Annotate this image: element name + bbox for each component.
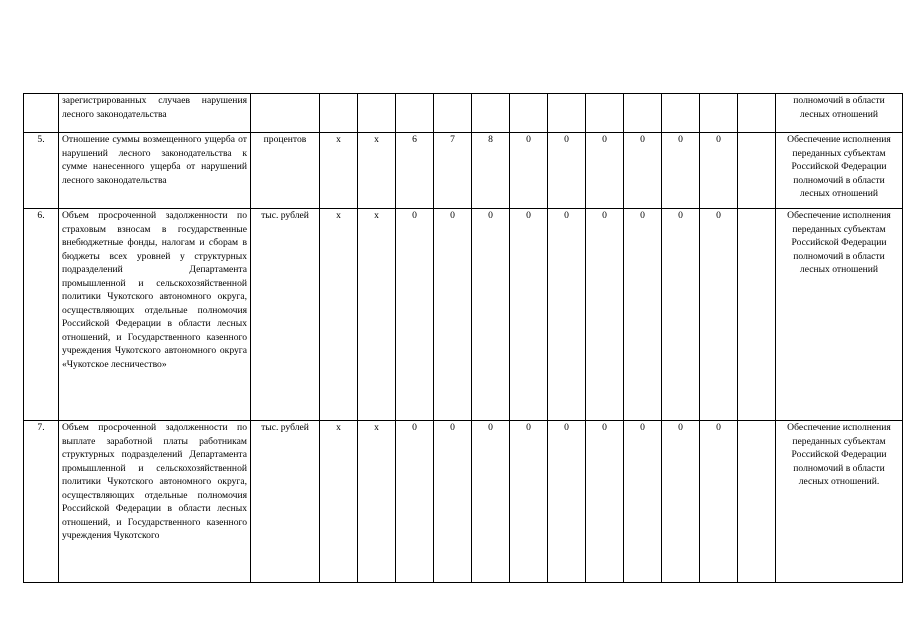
table-row xyxy=(24,133,903,209)
value-cell: х xyxy=(358,209,396,421)
value-cell xyxy=(662,94,700,133)
value-cell: 0 xyxy=(586,133,624,209)
value-cell: 0 xyxy=(700,133,738,209)
value-cell: х xyxy=(320,421,358,583)
value-cell: 0 xyxy=(548,209,586,421)
value-cell xyxy=(472,94,510,133)
unit-cell xyxy=(251,94,320,133)
note-cell: Обеспечение исполнения переданных субъектам Российской Федерации полномочий в области лесных отношений xyxy=(776,133,903,209)
value-cell: 0 xyxy=(700,421,738,583)
value-cell: 0 xyxy=(548,421,586,583)
value-cell: 0 xyxy=(662,209,700,421)
value-cell: 0 xyxy=(472,421,510,583)
table-row xyxy=(24,209,903,421)
value-cell: 0 xyxy=(700,209,738,421)
value-cell xyxy=(358,94,396,133)
indicators-table xyxy=(23,93,903,583)
value-cell: 6 xyxy=(396,133,434,209)
value-cell: 0 xyxy=(434,421,472,583)
value-cell: х xyxy=(320,209,358,421)
value-cell xyxy=(396,94,434,133)
value-cell: 0 xyxy=(510,133,548,209)
value-cell: х xyxy=(358,133,396,209)
row-number-cell: 5. xyxy=(24,133,59,209)
row-number-cell: 7. xyxy=(24,421,59,583)
value-cell: х xyxy=(358,421,396,583)
value-cell: 0 xyxy=(624,133,662,209)
indicator-name-cell: Объем просроченной задолженности по страховым взносам в государственные внебюджетные фонды, налогам и сборам в бюджеты всех уровней у структурных подразделений Департамента промышленной и сельскохозяйственной политики Чукотского автономного округа, осуществляющих отдельные полномочия Российской Федерации в области лесных отношений, и Государственного казенного учреждения Чукотского автономного округа «Чукотское лесничество» xyxy=(59,209,251,421)
value-cell xyxy=(624,94,662,133)
value-cell: 0 xyxy=(510,421,548,583)
value-cell: 0 xyxy=(586,421,624,583)
value-cell: 0 xyxy=(624,209,662,421)
value-cell: 0 xyxy=(434,209,472,421)
value-cell: 0 xyxy=(586,209,624,421)
value-cell xyxy=(434,94,472,133)
row-number-cell: 6. xyxy=(24,209,59,421)
value-cell xyxy=(586,94,624,133)
value-cell xyxy=(738,133,776,209)
note-cell: полномочий в области лесных отношений xyxy=(776,94,903,133)
indicator-name-cell: зарегистрированных случаев нарушения лесного законодательства xyxy=(59,94,251,133)
indicator-name-cell: Отношение суммы возмещенного ущерба от нарушений лесного законодательства к сумме нанесенного ущерба от нарушений лесного законодательства xyxy=(59,133,251,209)
indicator-name-cell: Объем просроченной задолженности по выплате заработной платы работникам структурных подразделений Департамента промышленной и сельскохозяйственной политики Чукотского автономного округа, осуществляющих отдельные полномочия Российской Федерации в области лесных отношений, и Государственного казенного учреждения Чукотского xyxy=(59,421,251,583)
value-cell: 0 xyxy=(396,421,434,583)
value-cell: 0 xyxy=(510,209,548,421)
value-cell: 0 xyxy=(662,133,700,209)
value-cell: 8 xyxy=(472,133,510,209)
unit-cell: тыс. рублей xyxy=(251,209,320,421)
value-cell: 7 xyxy=(434,133,472,209)
table-row xyxy=(24,94,903,133)
value-cell xyxy=(738,421,776,583)
value-cell xyxy=(738,209,776,421)
value-cell: 0 xyxy=(548,133,586,209)
value-cell: 0 xyxy=(472,209,510,421)
value-cell: х xyxy=(320,133,358,209)
value-cell xyxy=(548,94,586,133)
unit-cell: процентов xyxy=(251,133,320,209)
note-cell: Обеспечение исполнения переданных субъектам Российской Федерации полномочий в области лесных отношений xyxy=(776,209,903,421)
value-cell xyxy=(738,94,776,133)
value-cell xyxy=(320,94,358,133)
table-body xyxy=(24,94,903,583)
value-cell: 0 xyxy=(396,209,434,421)
table-row xyxy=(24,421,903,583)
value-cell xyxy=(700,94,738,133)
note-cell: Обеспечение исполнения переданных субъектам Российской Федерации полномочий в области лесных отношений. xyxy=(776,421,903,583)
row-number-cell xyxy=(24,94,59,133)
value-cell xyxy=(510,94,548,133)
unit-cell: тыс. рублей xyxy=(251,421,320,583)
value-cell: 0 xyxy=(624,421,662,583)
value-cell: 0 xyxy=(662,421,700,583)
